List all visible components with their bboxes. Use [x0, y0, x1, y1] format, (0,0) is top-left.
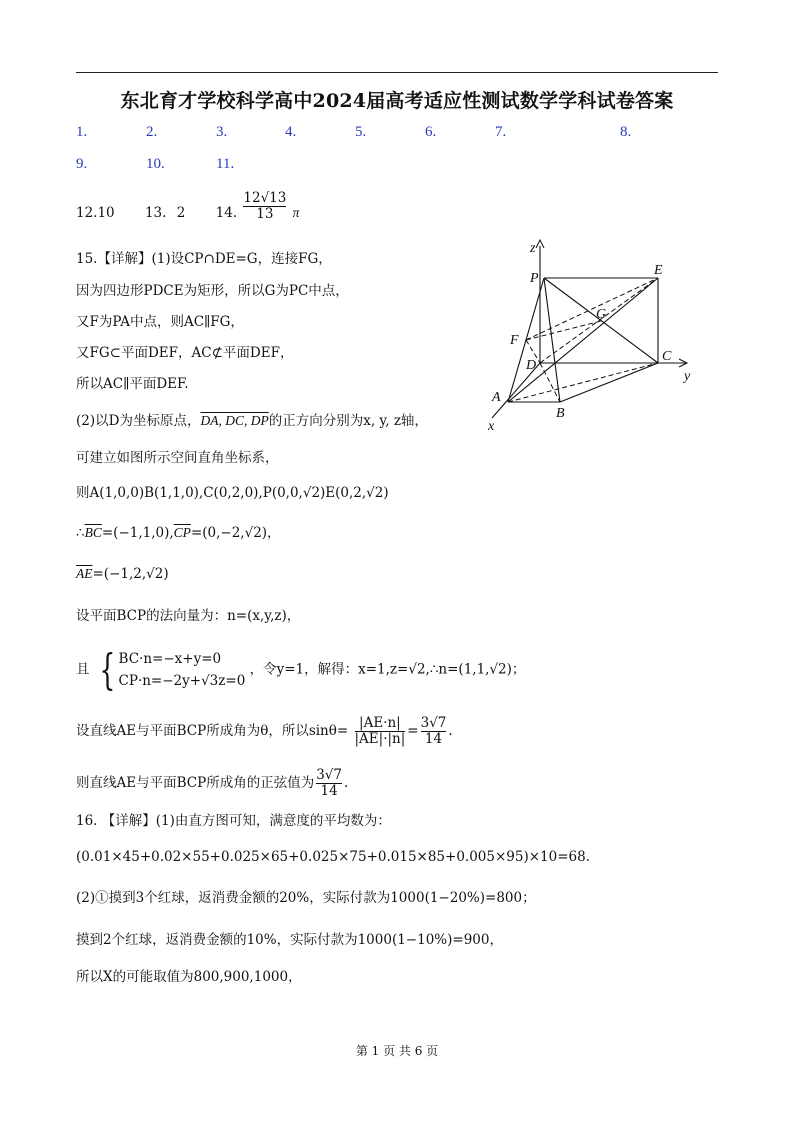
q14-denominator: 13 [243, 206, 286, 222]
fraction-denominator: 14 [421, 731, 447, 747]
answer-fraction [316, 768, 342, 799]
choice-number: 9. [76, 156, 88, 172]
q14-numerator: 12√13 [243, 190, 287, 206]
label-E: E [654, 263, 663, 278]
edge-PB [544, 278, 560, 402]
choice-number: 1. [76, 124, 88, 140]
q15-part2-intro [76, 412, 428, 430]
choice-number: 8. [620, 124, 632, 140]
text-span: . [448, 723, 453, 739]
text-span: = [407, 723, 419, 739]
label-P: P [530, 271, 539, 286]
q15-coordinates: 则A(1,0,0)B(1,1,0),C(0,2,0),P(0,0,√2)E(0,2,√2) [76, 485, 389, 501]
q15-line: 可建立如图所示空间直角坐标系， [76, 450, 279, 466]
q15-line: 15.【详解】(1)设CP∩DE=G，连接FG， [76, 251, 332, 267]
sine-value-fraction [421, 716, 447, 747]
label-A: A [492, 390, 501, 405]
q15-normal-vector: 设平面BCP的法向量为：n=(x,y,z)， [76, 608, 301, 624]
vector-label: $\overline{BC}$ [84, 525, 102, 540]
fraction-numerator: 3√7 [420, 715, 447, 731]
text-span: 的正方向分别为x, y, z轴， [268, 413, 428, 429]
q16-line: (2)①摸到3个红球，返消费金额的20%，实际付款为1000(1−20%)=800； [76, 890, 536, 906]
choice-number: 10. [146, 156, 165, 172]
q15-line: 因为四边形PDCE为矩形，所以G为PC中点， [76, 283, 349, 299]
text-span: 且 [76, 661, 90, 678]
fraction-denominator: 14 [316, 783, 342, 799]
text-span: ，令y=1，解得：x=1,z=√2,∴n=(1,1,√2)； [249, 661, 526, 678]
q15-sine-calc [76, 716, 453, 747]
equation-line: BC·n=−x+y=0 [118, 651, 222, 667]
text-span: ∴ [76, 525, 85, 541]
label-x: x [488, 419, 495, 434]
header-rule [76, 72, 718, 73]
page-title: 东北育才学校科学高中2024届高考适应性测试数学学科试卷答案 [120, 90, 674, 112]
label-B: B [556, 406, 565, 421]
sine-fraction [355, 716, 406, 747]
label-G: G [596, 307, 607, 322]
q13-answer: 2 [176, 205, 186, 221]
fraction-numerator: |AE·n| [359, 715, 401, 731]
text-span: =(0,−2,√2)， [190, 525, 281, 541]
q16-line: 16. 【详解】(1)由直方图可知，满意度的平均数为： [76, 813, 391, 829]
choice-number: 5. [355, 124, 367, 140]
choice-number: 7. [495, 124, 507, 140]
fraction-denominator: |AE|·|n| [354, 731, 406, 747]
label-y: y [684, 369, 691, 384]
edge-AE [508, 278, 658, 402]
equation-line: CP·n=−2y+√3z=0 [118, 673, 246, 689]
q16-line: 摸到2个红球，返消费金额的10%，实际付款为1000(1−10%)=900， [76, 932, 503, 948]
q14-fraction [243, 191, 286, 222]
vector-label: DA, DC, DP [200, 413, 269, 428]
choice-number: 2. [146, 124, 158, 140]
fraction-numerator: 3√7 [316, 767, 342, 783]
label-C: C [662, 349, 672, 364]
page-footer: 第 1 页 共 6 页 [355, 1044, 439, 1058]
choice-number: 11. [216, 156, 235, 172]
q16-mean-calc: (0.01×45+0.02×55+0.025×65+0.025×75+0.015×85+0.005×95)×10=68. [76, 849, 591, 865]
fill-blank-answers [76, 190, 300, 222]
edge-FE [526, 278, 658, 340]
text-span: =(−1,1,0), [101, 525, 174, 541]
q14-label: 14. [215, 205, 238, 221]
q13-label: 13. [144, 205, 167, 221]
choice-number: 3. [216, 124, 228, 140]
text-span: (2)以D为坐标原点， [76, 413, 201, 429]
q15-equation-system [76, 645, 526, 694]
q15-vector-ae [76, 565, 169, 583]
vector-label: $\overline{CP}$ [173, 525, 191, 540]
q14-pi: π [292, 205, 300, 220]
label-z: z [530, 241, 536, 256]
text-span: =(−1,2,√2) [92, 566, 169, 582]
q15-conclusion [76, 768, 348, 799]
q16-line: 所以X的可能取值为800,900,1000， [76, 969, 302, 985]
text-span: . [343, 775, 349, 791]
text-span: 设直线AE与平面BCP所成角为θ，所以sinθ= [76, 723, 349, 739]
q12-answer: 12.10 [76, 205, 115, 221]
edge-FG [526, 321, 601, 340]
q15-line: 又FG⊂平面DEF，AC⊄平面DEF， [76, 345, 294, 361]
label-F: F [510, 333, 519, 348]
choice-number: 4. [285, 124, 297, 140]
edge-BC [560, 363, 658, 402]
label-D: D [526, 358, 537, 373]
equation-brace: { BC·n=−x+y=0 CP·n=−2y+√3z=0 [99, 645, 246, 694]
q15-vectors [76, 524, 281, 542]
choice-number: 6. [425, 124, 437, 140]
q15-line: 又F为PA中点，则AC∥FG， [76, 314, 244, 330]
vector-label: $\overline{AE}$ [76, 566, 93, 581]
text-span: 则直线AE与平面BCP所成角的正弦值为 [76, 775, 315, 791]
q15-line: 所以AC∥平面DEF. [76, 376, 189, 392]
coordinate-geometry-figure [486, 238, 700, 434]
